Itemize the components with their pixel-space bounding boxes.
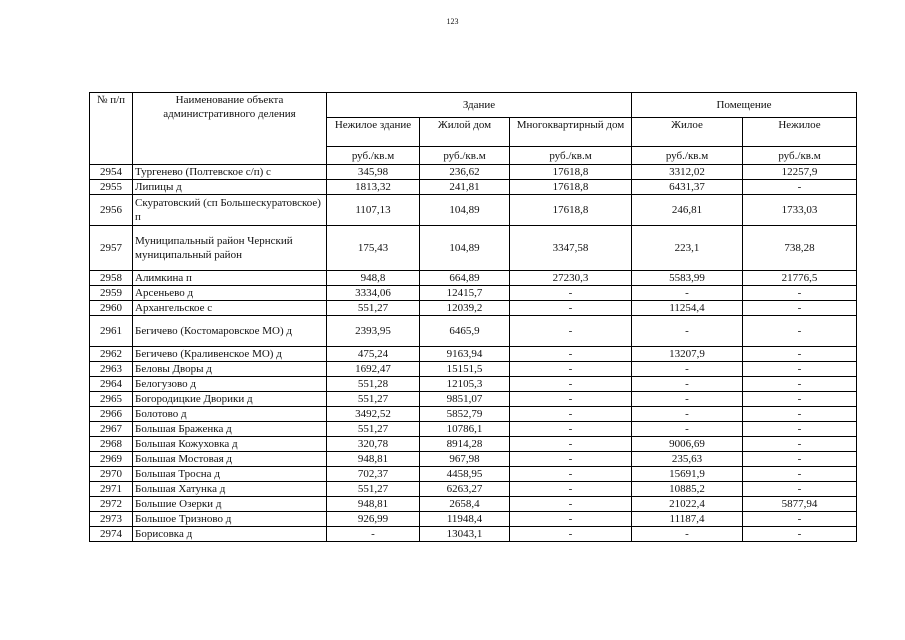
table-row bbox=[90, 482, 857, 497]
row-name: Борисовка д bbox=[133, 527, 327, 542]
cell-apartment-building: - bbox=[510, 497, 632, 512]
cell-nonresidential-premises: 738,28 bbox=[743, 226, 857, 271]
cell-apartment-building: - bbox=[510, 286, 632, 301]
cell-nonresidential-building: 2393,95 bbox=[327, 316, 420, 347]
cell-residential-premises: 235,63 bbox=[632, 452, 743, 467]
row-number: 2965 bbox=[90, 392, 133, 407]
cell-residential-house: 12105,3 bbox=[420, 377, 510, 392]
table-body bbox=[90, 165, 857, 542]
cell-residential-house: 4458,95 bbox=[420, 467, 510, 482]
cell-nonresidential-premises: - bbox=[743, 437, 857, 452]
header-col-apartment-building: Многоквартирный дом bbox=[510, 118, 632, 147]
table-row bbox=[90, 422, 857, 437]
row-number: 2957 bbox=[90, 226, 133, 271]
cell-residential-house: 236,62 bbox=[420, 165, 510, 180]
row-name: Большая Хатунка д bbox=[133, 482, 327, 497]
row-number: 2966 bbox=[90, 407, 133, 422]
row-name: Арсеньево д bbox=[133, 286, 327, 301]
table-row bbox=[90, 271, 857, 286]
cell-residential-house: 104,89 bbox=[420, 195, 510, 226]
table-row bbox=[90, 527, 857, 542]
cell-nonresidential-building: 1107,13 bbox=[327, 195, 420, 226]
cell-nonresidential-premises: - bbox=[743, 316, 857, 347]
table-row bbox=[90, 377, 857, 392]
cell-apartment-building: - bbox=[510, 316, 632, 347]
cell-residential-premises: 246,81 bbox=[632, 195, 743, 226]
cell-nonresidential-building: 3492,52 bbox=[327, 407, 420, 422]
cell-residential-house: 241,81 bbox=[420, 180, 510, 195]
row-number: 2962 bbox=[90, 347, 133, 362]
cell-residential-premises: 223,1 bbox=[632, 226, 743, 271]
cell-residential-house: 15151,5 bbox=[420, 362, 510, 377]
header-unit: руб./кв.м bbox=[632, 147, 743, 165]
cell-residential-house: 8914,28 bbox=[420, 437, 510, 452]
cell-nonresidential-building: 926,99 bbox=[327, 512, 420, 527]
row-name: Бегичево (Краливенское МО) д bbox=[133, 347, 327, 362]
cell-apartment-building: - bbox=[510, 422, 632, 437]
header-unit: руб./кв.м bbox=[420, 147, 510, 165]
cell-nonresidential-premises: - bbox=[743, 527, 857, 542]
table-row bbox=[90, 437, 857, 452]
row-number: 2968 bbox=[90, 437, 133, 452]
table-row bbox=[90, 407, 857, 422]
cell-residential-premises: - bbox=[632, 407, 743, 422]
cell-nonresidential-premises: - bbox=[743, 482, 857, 497]
cell-nonresidential-premises: 1733,03 bbox=[743, 195, 857, 226]
table-row bbox=[90, 362, 857, 377]
row-number: 2971 bbox=[90, 482, 133, 497]
row-number: 2967 bbox=[90, 422, 133, 437]
row-name: Большая Тросна д bbox=[133, 467, 327, 482]
cell-apartment-building: - bbox=[510, 482, 632, 497]
cell-nonresidential-building: 551,28 bbox=[327, 377, 420, 392]
cell-nonresidential-premises: 5877,94 bbox=[743, 497, 857, 512]
cell-residential-house: 664,89 bbox=[420, 271, 510, 286]
cell-residential-premises: 10885,2 bbox=[632, 482, 743, 497]
table-row bbox=[90, 347, 857, 362]
cell-nonresidential-premises: - bbox=[743, 452, 857, 467]
header-col-residential-house: Жилой дом bbox=[420, 118, 510, 147]
cell-residential-house: 12039,2 bbox=[420, 301, 510, 316]
cell-apartment-building: - bbox=[510, 392, 632, 407]
cell-nonresidential-building: 475,24 bbox=[327, 347, 420, 362]
cell-residential-premises: 11187,4 bbox=[632, 512, 743, 527]
cell-apartment-building: - bbox=[510, 407, 632, 422]
cell-residential-premises: 21022,4 bbox=[632, 497, 743, 512]
cell-residential-house: 6263,27 bbox=[420, 482, 510, 497]
row-name: Большая Кожуховка д bbox=[133, 437, 327, 452]
cell-nonresidential-premises: - bbox=[743, 377, 857, 392]
row-name: Бегичево (Костомаровское МО) д bbox=[133, 316, 327, 347]
cell-nonresidential-premises: - bbox=[743, 467, 857, 482]
row-number: 2970 bbox=[90, 467, 133, 482]
table-row bbox=[90, 226, 857, 271]
cell-nonresidential-building: 1813,32 bbox=[327, 180, 420, 195]
row-number: 2960 bbox=[90, 301, 133, 316]
row-number: 2969 bbox=[90, 452, 133, 467]
cell-nonresidential-building: 551,27 bbox=[327, 301, 420, 316]
cell-nonresidential-building: 175,43 bbox=[327, 226, 420, 271]
table-row bbox=[90, 301, 857, 316]
cell-residential-premises: 9006,69 bbox=[632, 437, 743, 452]
header-col-residential-premises: Жилое bbox=[632, 118, 743, 147]
row-number: 2954 bbox=[90, 165, 133, 180]
row-number: 2956 bbox=[90, 195, 133, 226]
header-name: Наименование объекта административного деления bbox=[133, 93, 327, 165]
table-row bbox=[90, 512, 857, 527]
cell-nonresidential-premises: - bbox=[743, 392, 857, 407]
cell-apartment-building: - bbox=[510, 437, 632, 452]
cell-apartment-building: - bbox=[510, 347, 632, 362]
header-premises-group: Помещение bbox=[632, 93, 857, 118]
table-row bbox=[90, 392, 857, 407]
row-name: Белогузово д bbox=[133, 377, 327, 392]
cell-nonresidential-premises: - bbox=[743, 301, 857, 316]
row-number: 2964 bbox=[90, 377, 133, 392]
cell-nonresidential-premises: - bbox=[743, 362, 857, 377]
row-name: Большая Мостовая д bbox=[133, 452, 327, 467]
cell-residential-house: 104,89 bbox=[420, 226, 510, 271]
cell-apartment-building: 17618,8 bbox=[510, 195, 632, 226]
row-name: Богородицкие Дворики д bbox=[133, 392, 327, 407]
cell-nonresidential-building: 551,27 bbox=[327, 422, 420, 437]
cell-residential-premises: - bbox=[632, 422, 743, 437]
table-row bbox=[90, 286, 857, 301]
cell-nonresidential-building: - bbox=[327, 527, 420, 542]
header-unit: руб./кв.м bbox=[327, 147, 420, 165]
row-number: 2961 bbox=[90, 316, 133, 347]
cell-nonresidential-building: 3334,06 bbox=[327, 286, 420, 301]
header-unit: руб./кв.м bbox=[510, 147, 632, 165]
cell-apartment-building: - bbox=[510, 527, 632, 542]
cell-residential-house: 967,98 bbox=[420, 452, 510, 467]
cell-nonresidential-building: 345,98 bbox=[327, 165, 420, 180]
row-name: Болотово д bbox=[133, 407, 327, 422]
cell-residential-house: 9163,94 bbox=[420, 347, 510, 362]
cell-apartment-building: - bbox=[510, 467, 632, 482]
tariff-table bbox=[89, 92, 857, 542]
table-row bbox=[90, 497, 857, 512]
cell-residential-premises: 6431,37 bbox=[632, 180, 743, 195]
table-row bbox=[90, 195, 857, 226]
cell-nonresidential-building: 948,81 bbox=[327, 497, 420, 512]
cell-residential-house: 12415,7 bbox=[420, 286, 510, 301]
cell-apartment-building: 3347,58 bbox=[510, 226, 632, 271]
cell-residential-premises: - bbox=[632, 377, 743, 392]
cell-nonresidential-building: 702,37 bbox=[327, 467, 420, 482]
cell-residential-house: 9851,07 bbox=[420, 392, 510, 407]
row-number: 2958 bbox=[90, 271, 133, 286]
cell-apartment-building: - bbox=[510, 362, 632, 377]
cell-residential-premises: - bbox=[632, 392, 743, 407]
cell-residential-house: 11948,4 bbox=[420, 512, 510, 527]
row-name: Тургенево (Полтевское с/п) с bbox=[133, 165, 327, 180]
page-number: 123 bbox=[446, 17, 459, 26]
row-number: 2972 bbox=[90, 497, 133, 512]
cell-nonresidential-building: 948,81 bbox=[327, 452, 420, 467]
cell-residential-premises: 3312,02 bbox=[632, 165, 743, 180]
cell-residential-house: 5852,79 bbox=[420, 407, 510, 422]
cell-residential-house: 13043,1 bbox=[420, 527, 510, 542]
row-name: Муниципальный район Чернский муниципальный район bbox=[133, 226, 327, 271]
cell-nonresidential-building: 551,27 bbox=[327, 392, 420, 407]
table-row bbox=[90, 165, 857, 180]
row-name: Липицы д bbox=[133, 180, 327, 195]
table-row bbox=[90, 316, 857, 347]
cell-residential-premises: - bbox=[632, 362, 743, 377]
row-number: 2973 bbox=[90, 512, 133, 527]
table-row bbox=[90, 180, 857, 195]
cell-apartment-building: - bbox=[510, 512, 632, 527]
row-name: Большое Тризново д bbox=[133, 512, 327, 527]
table-row bbox=[90, 467, 857, 482]
row-name: Беловы Дворы д bbox=[133, 362, 327, 377]
row-name: Архангельское с bbox=[133, 301, 327, 316]
row-name: Большие Озерки д bbox=[133, 497, 327, 512]
cell-nonresidential-premises: - bbox=[743, 180, 857, 195]
row-name: Алимкина п bbox=[133, 271, 327, 286]
cell-apartment-building: - bbox=[510, 452, 632, 467]
cell-nonresidential-premises: - bbox=[743, 407, 857, 422]
header-col-nonresidential-premises: Нежилое bbox=[743, 118, 857, 147]
cell-apartment-building: - bbox=[510, 377, 632, 392]
cell-residential-premises: 5583,99 bbox=[632, 271, 743, 286]
table-row bbox=[90, 452, 857, 467]
cell-residential-premises: 15691,9 bbox=[632, 467, 743, 482]
cell-apartment-building: 17618,8 bbox=[510, 165, 632, 180]
cell-residential-premises: 11254,4 bbox=[632, 301, 743, 316]
cell-apartment-building: 17618,8 bbox=[510, 180, 632, 195]
cell-residential-house: 2658,4 bbox=[420, 497, 510, 512]
cell-residential-premises: 13207,9 bbox=[632, 347, 743, 362]
cell-residential-premises: - bbox=[632, 316, 743, 347]
cell-nonresidential-premises: - bbox=[743, 286, 857, 301]
cell-nonresidential-premises: 21776,5 bbox=[743, 271, 857, 286]
row-name: Скуратовский (сп Большескуратовское) п bbox=[133, 195, 327, 226]
cell-nonresidential-building: 320,78 bbox=[327, 437, 420, 452]
cell-residential-premises: - bbox=[632, 527, 743, 542]
cell-nonresidential-building: 551,27 bbox=[327, 482, 420, 497]
row-name: Большая Браженка д bbox=[133, 422, 327, 437]
cell-nonresidential-premises: - bbox=[743, 422, 857, 437]
row-number: 2963 bbox=[90, 362, 133, 377]
header-building-group: Здание bbox=[327, 93, 632, 118]
cell-apartment-building: 27230,3 bbox=[510, 271, 632, 286]
cell-nonresidential-building: 948,8 bbox=[327, 271, 420, 286]
cell-nonresidential-building: 1692,47 bbox=[327, 362, 420, 377]
row-number: 2955 bbox=[90, 180, 133, 195]
cell-nonresidential-premises: - bbox=[743, 512, 857, 527]
row-number: 2959 bbox=[90, 286, 133, 301]
header-num: № п/п bbox=[90, 93, 133, 165]
header-unit: руб./кв.м bbox=[743, 147, 857, 165]
cell-residential-house: 6465,9 bbox=[420, 316, 510, 347]
cell-residential-premises: - bbox=[632, 286, 743, 301]
cell-apartment-building: - bbox=[510, 301, 632, 316]
header-col-nonresidential-building: Нежилое здание bbox=[327, 118, 420, 147]
cell-nonresidential-premises: - bbox=[743, 347, 857, 362]
cell-nonresidential-premises: 12257,9 bbox=[743, 165, 857, 180]
cell-residential-house: 10786,1 bbox=[420, 422, 510, 437]
row-number: 2974 bbox=[90, 527, 133, 542]
